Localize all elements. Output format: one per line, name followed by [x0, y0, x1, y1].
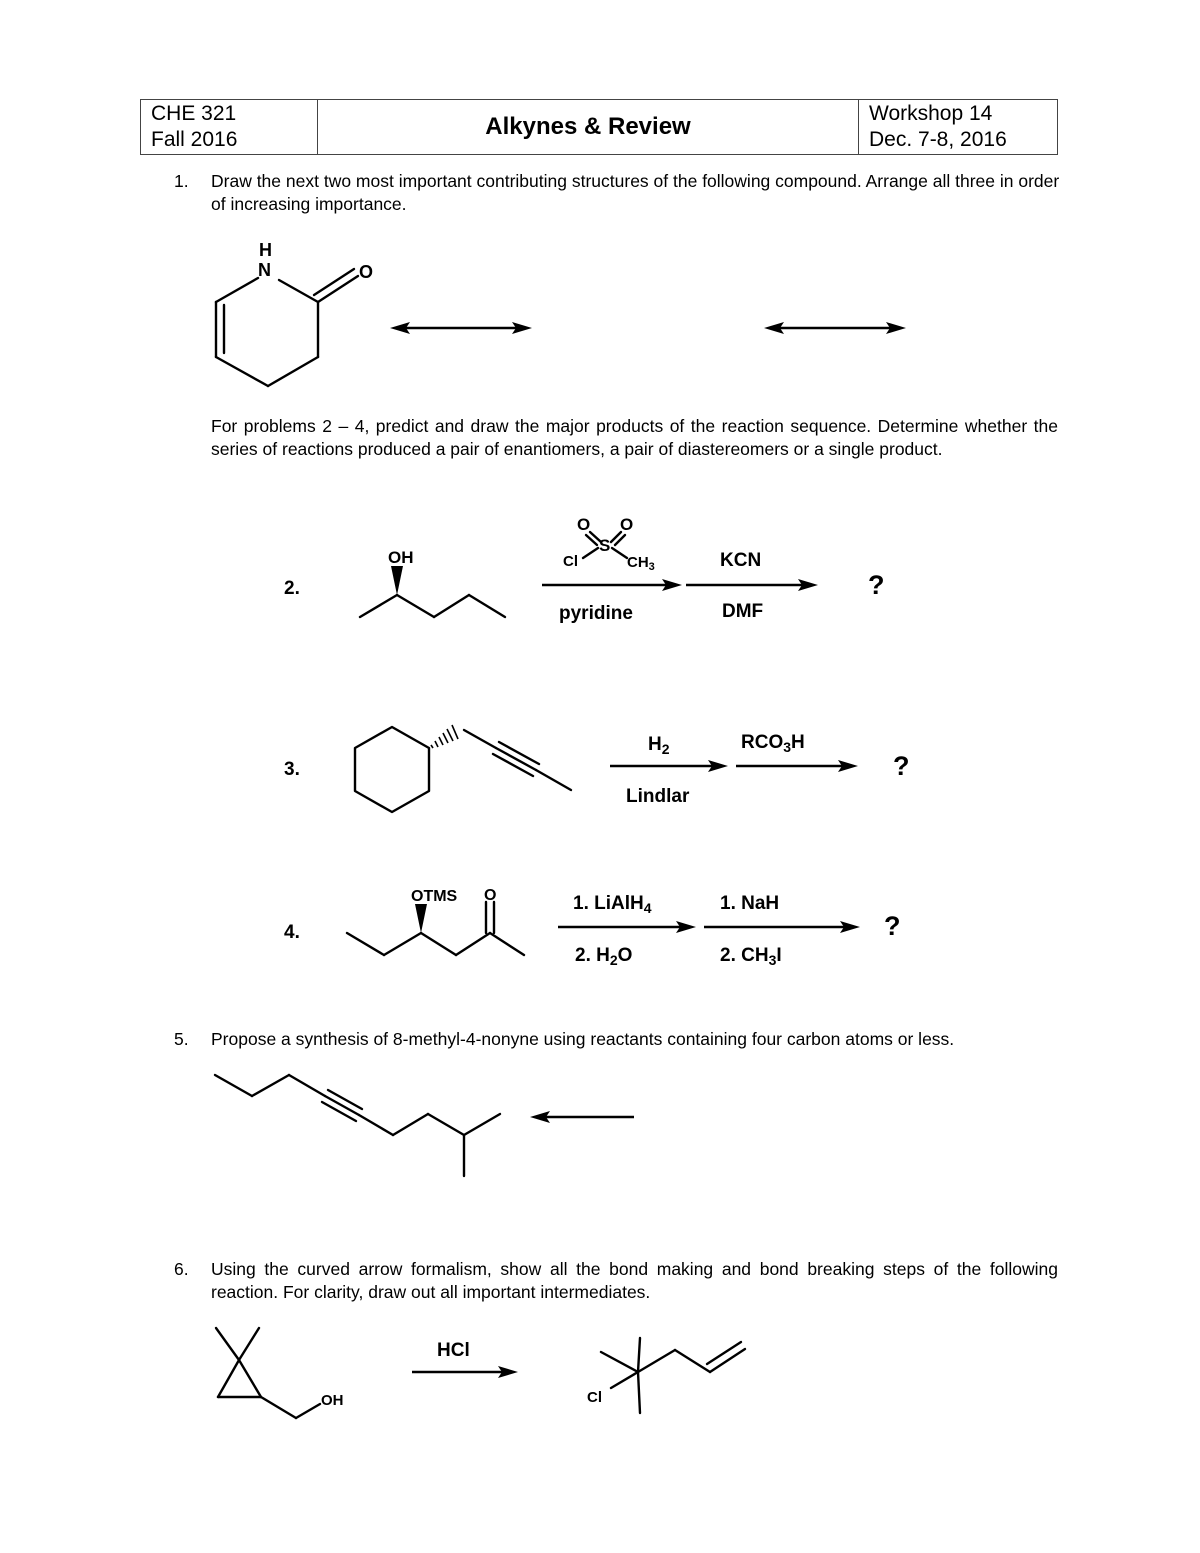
- q6-cyclopropyl-methanol: [216, 1328, 320, 1418]
- q4-number: 4.: [284, 922, 300, 943]
- q2-step2-above: KCN: [720, 550, 762, 571]
- q5-number: 5.: [174, 1029, 189, 1049]
- q6-text: Using the curved arrow formalism, show all the bond making and bond breaking steps of the following reaction. For clarity, draw out all important intermediates.: [211, 1259, 1058, 1302]
- intro-text: For problems 2 – 4, predict and draw the major products of the reaction sequence. Determine whether the series of reactions produced a pair of enantiomers, a pair of diastereomers or a single product.: [211, 416, 1058, 459]
- svg-text:S: S: [599, 536, 611, 555]
- q4-o: O: [484, 887, 497, 904]
- q6-product-skeleton: [601, 1338, 745, 1413]
- q1-atom-o: O: [359, 262, 374, 282]
- workshop-date: Dec. 7-8, 2016: [869, 128, 1007, 151]
- svg-text:Cl: Cl: [563, 553, 578, 570]
- q1-text: Draw the next two most important contributing structures of the following compound. Arrange all three in order of increasing importance.: [211, 171, 1060, 214]
- q3-step2-above: $RCO_3H$: [741, 732, 805, 755]
- q2-step2-below: DMF: [722, 601, 764, 622]
- q4-unknown-product: ?: [884, 911, 901, 941]
- q4-otms: OTMS: [411, 888, 458, 905]
- q2-oh: OH: [388, 548, 414, 567]
- svg-text:O: O: [577, 515, 591, 534]
- q6-number: 6.: [174, 1259, 189, 1279]
- svg-text:O: O: [620, 515, 634, 534]
- q3-number: 3.: [284, 759, 300, 780]
- q4-step2-below: 2. $CH_3I$: [720, 945, 782, 968]
- q2-step1-below: pyridine: [559, 603, 633, 624]
- svg-text:CH3: $CH_3$: [627, 554, 655, 573]
- q4-step2-above: 1. NaH: [720, 893, 780, 914]
- q3-step1-above: $H_2$: [648, 734, 670, 757]
- course-term: Fall 2016: [151, 128, 238, 151]
- q4-step1-above: 1. LiAlH$_4$: [573, 893, 652, 916]
- q1-number: 1.: [174, 171, 189, 191]
- q3-step1-below: Lindlar: [626, 786, 690, 807]
- q6-oh: OH: [321, 1392, 344, 1409]
- workshop-number: Workshop 14: [869, 102, 993, 125]
- course-code: CHE 321: [151, 102, 237, 125]
- q5-text: Propose a synthesis of 8-methyl-4-nonyne using reactants containing four carbon atoms or less.: [211, 1029, 955, 1049]
- q2-unknown-product: ?: [868, 570, 885, 600]
- q2-number: 2.: [284, 578, 300, 599]
- q6-reagent: HCl: [437, 1340, 470, 1361]
- page-title: Alkynes & Review: [318, 100, 859, 155]
- q1-atom-n: N: [258, 260, 271, 280]
- q3-unknown-product: ?: [893, 751, 910, 781]
- q6-cl: Cl: [587, 1389, 602, 1406]
- q4-step1-below: 2. $H_2O$: [575, 945, 633, 968]
- q6-arrow: [412, 1366, 518, 1378]
- q1-atom-h: H: [259, 240, 272, 260]
